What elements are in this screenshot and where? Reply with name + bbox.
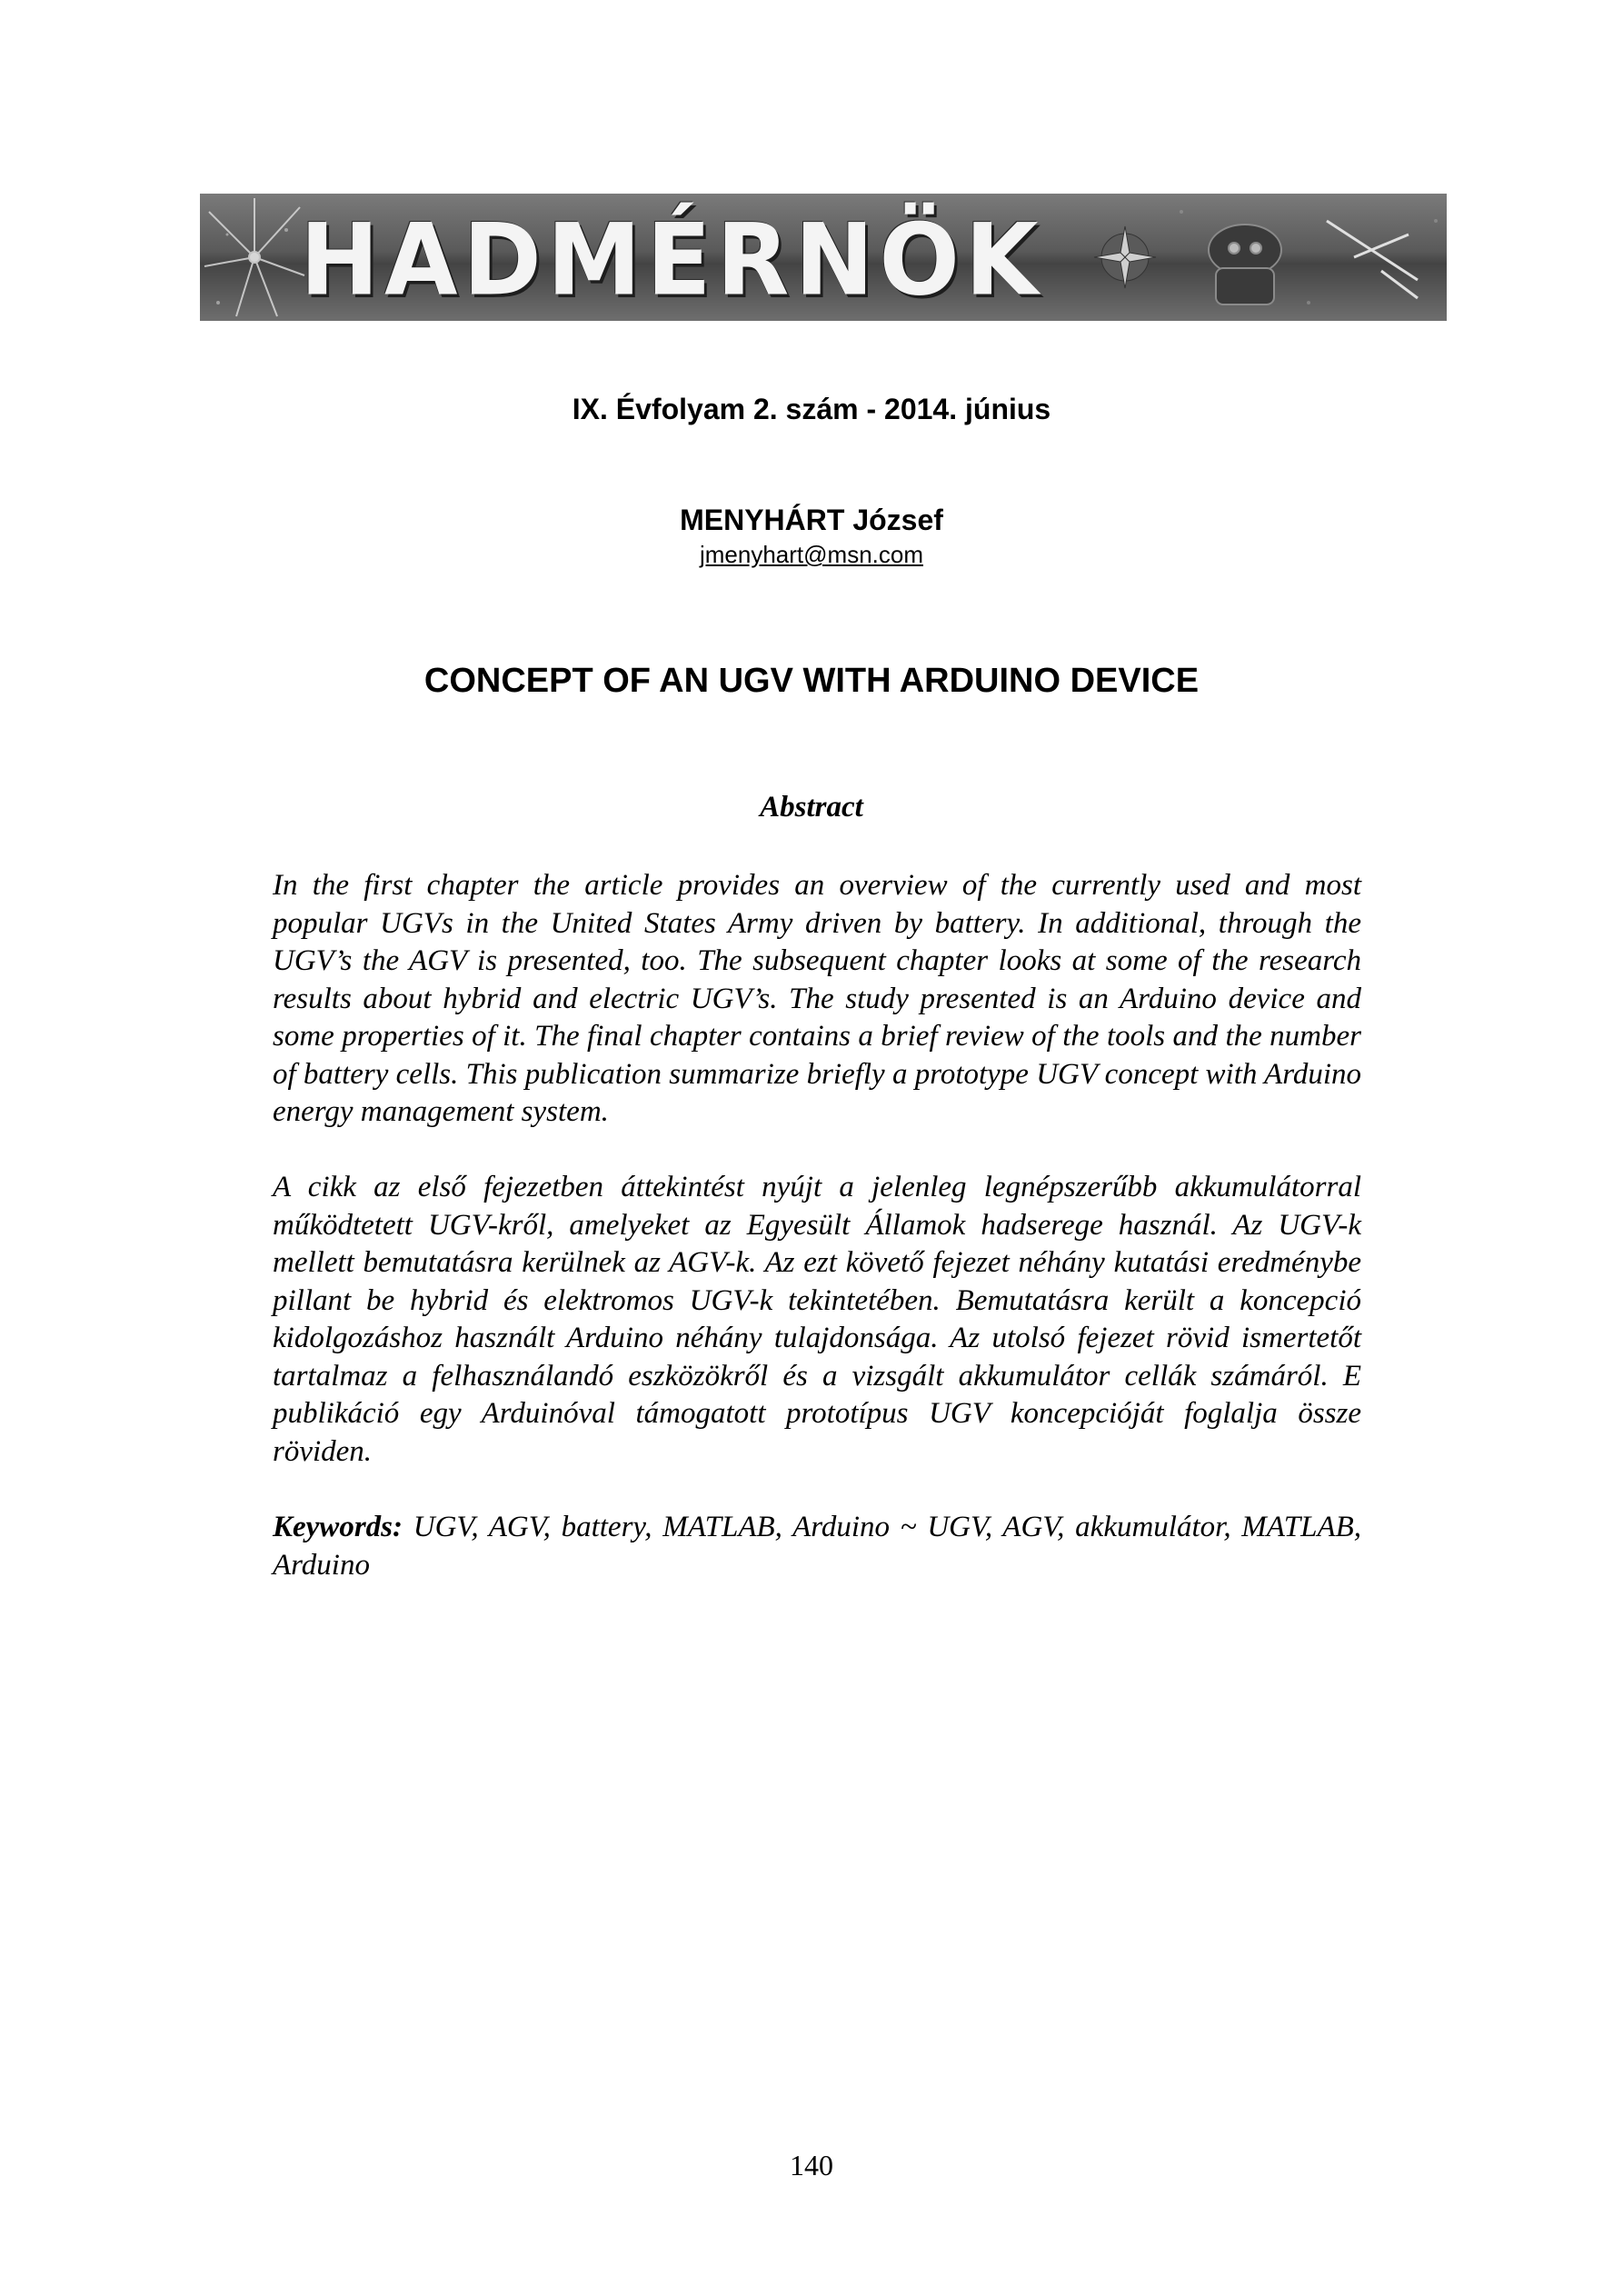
keywords-label: Keywords: — [273, 1511, 403, 1543]
aircraft-icon — [1327, 221, 1418, 298]
author-email-link[interactable]: jmenyhart@msn.com — [699, 541, 923, 568]
article-title: CONCEPT OF AN UGV WITH ARDUINO DEVICE — [423, 662, 1200, 700]
issue-info: IX. Évfolyam 2. szám - 2014. június — [572, 393, 1051, 425]
keywords — [273, 1509, 1361, 1584]
compass-star-icon — [1094, 226, 1156, 288]
abstract-english: In the first chapter the article provides an overview of the currently used and most popular UGVs in the United States Army driven by battery. In additional, through the UGV’s the AGV is presented, too. The subsequent chapter looks at some of the research results about hybrid and electric UGV’s. The study presented is an Arduino device and some properties of it. The final chapter contains a brief review of the tools and the number of battery cells. This publication summarize briefly a prototype UGV concept with Arduino energy management system. — [273, 869, 1361, 1128]
author-email-line — [0, 540, 1623, 569]
starburst-icon — [204, 198, 304, 316]
keywords-text: UGV, AGV, battery, MATLAB, Arduino ~ UGV, AGV, akkumulátor, MATLAB, Arduino — [273, 1511, 1362, 1582]
author-name: MENYHÁRT József — [680, 504, 943, 536]
abstract-hungarian: A cikk az első fejezetben áttekintést nyújt a jelenleg legnépszerűbb akkumulátorral működtetett UGV-kről, amelyeket az Egyesült Államok hadserege használ. Az UGV-k mellett bemutatásra kerülnek az AGV-k. Az ezt követő fejezet néhány kutatási eredménybe pillant be hybrid és elektromos UGV-k tekintetében. Bemutatásra került a koncepció kidolgozáshoz használt Arduino néhány tulajdonsága. Az utolsó fejezet rövid ismertetőt tartalmaz a felhasználandó eszközökről és a vizsgált akkumulátor cellák számáról. E publikáció egy Arduinóval támogatott prototípus UGV koncepcióját foglalja össze röviden. — [273, 1171, 1361, 1468]
soldier-icon — [1209, 225, 1281, 304]
abstract-heading: Abstract — [760, 791, 863, 824]
page-number: 140 — [790, 2149, 833, 2181]
journal-logo: HADMÉRNÖK — [300, 201, 1044, 318]
journal-banner — [200, 194, 1447, 321]
